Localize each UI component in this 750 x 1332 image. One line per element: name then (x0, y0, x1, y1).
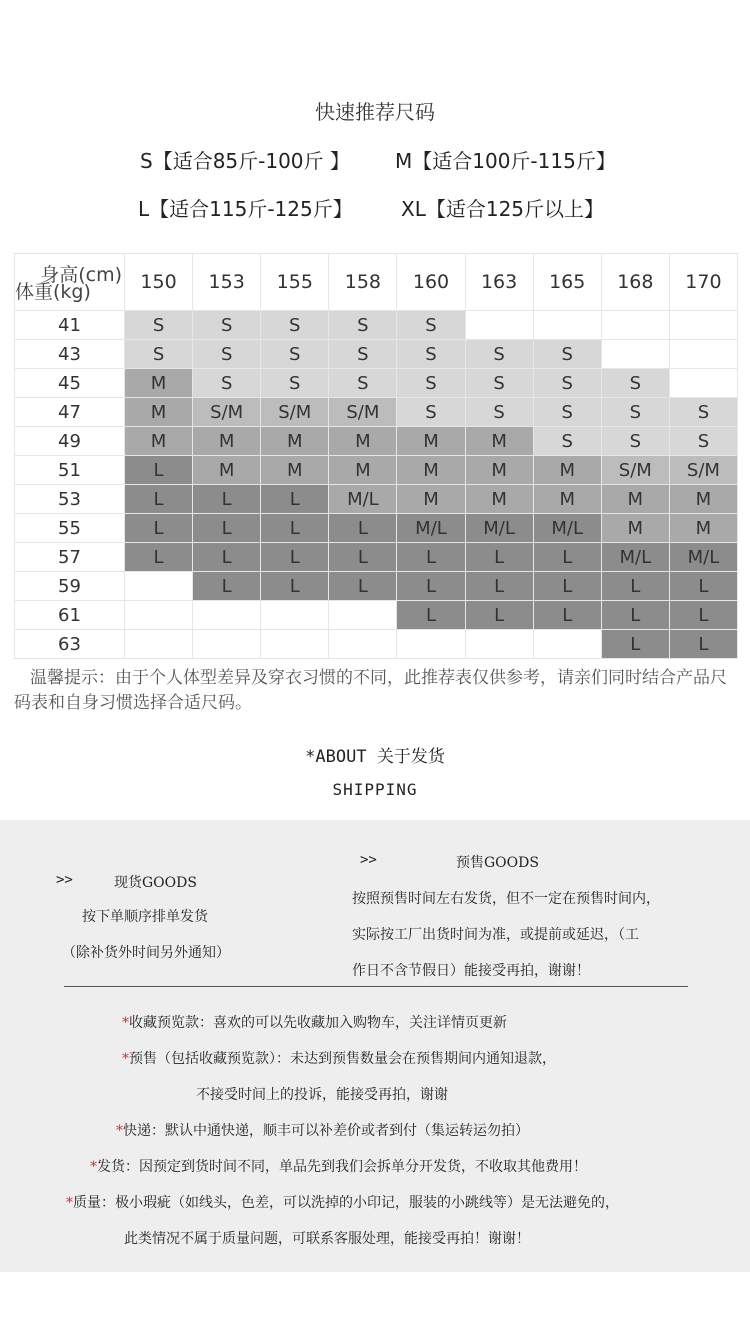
size-cell (261, 601, 329, 630)
recommend-size-s: S【适合85斤-100斤 】 (140, 149, 350, 173)
size-cell: S (397, 340, 465, 369)
size-cell: L (601, 601, 669, 630)
weight-cell: 45 (15, 369, 125, 398)
size-cell: M (397, 427, 465, 456)
size-cell: M/L (329, 485, 397, 514)
table-row (15, 311, 738, 340)
height-header-cell: 160 (397, 254, 465, 311)
size-cell: L (601, 572, 669, 601)
size-cell: L (669, 630, 737, 659)
size-cell: L (533, 543, 601, 572)
weight-cell: 55 (15, 514, 125, 543)
height-header-cell: 155 (261, 254, 329, 311)
size-cell: M (193, 456, 261, 485)
table-row (15, 485, 738, 514)
size-cell: L (669, 572, 737, 601)
table-row (15, 427, 738, 456)
size-cell: S (125, 311, 193, 340)
size-cell: M/L (669, 543, 737, 572)
height-header-cell: 170 (669, 254, 737, 311)
size-cell: L (193, 543, 261, 572)
size-cell: M (329, 427, 397, 456)
table-row (15, 398, 738, 427)
weight-cell: 43 (15, 340, 125, 369)
table-row (15, 630, 738, 659)
size-cell: L (125, 456, 193, 485)
size-tip-note: 温馨提示：由于个人体型差异及穿衣习惯的不同，此推荐表仅供参考，请亲们同时结合产品尺码表和自身习惯选择合适尺码。 (14, 668, 727, 713)
recommend-size-l: L【适合115斤-125斤】 (138, 197, 353, 221)
presale-title: 预售GOODS (456, 855, 539, 871)
size-cell: M (669, 514, 737, 543)
table-row (15, 572, 738, 601)
weight-cell: 63 (15, 630, 125, 659)
height-header-cell: 163 (465, 254, 533, 311)
size-cell (125, 630, 193, 659)
size-cell: S (669, 427, 737, 456)
presale-line-3: 作日不含节假日）能接受再拍，谢谢！ (352, 963, 590, 979)
stock-title: 现货GOODS (114, 875, 197, 891)
policy-collect (122, 1012, 507, 1032)
size-cell: S (261, 311, 329, 340)
star-mark: * (122, 1051, 129, 1067)
size-cell: S (669, 398, 737, 427)
size-cell: M (261, 427, 329, 456)
page-footer (0, 1272, 750, 1332)
star-mark: * (122, 1015, 129, 1031)
size-cell: L (261, 543, 329, 572)
size-cell: L (193, 514, 261, 543)
stock-arrow-icon: >> (56, 872, 73, 888)
size-cell: L (465, 601, 533, 630)
weight-cell: 57 (15, 543, 125, 572)
size-cell: M/L (533, 514, 601, 543)
size-cell: M/L (601, 543, 669, 572)
size-cell: M (397, 485, 465, 514)
weight-cell: 53 (15, 485, 125, 514)
size-cell: M (601, 485, 669, 514)
presale-line-1: 按照预售时间左右发货，但不一定在预售时间内， (352, 891, 660, 907)
size-cell (261, 630, 329, 659)
table-row (15, 456, 738, 485)
size-cell: S (193, 369, 261, 398)
panel-divider (64, 986, 688, 987)
policy-collect-text: 收藏预览款：喜欢的可以先收藏加入购物车，关注详情页更新 (129, 1015, 507, 1031)
size-cell: L (397, 543, 465, 572)
size-cell: L (465, 572, 533, 601)
policy-presale-cont: 不接受时间上的投诉，能接受再拍，谢谢 (196, 1087, 448, 1103)
size-cell: S (533, 340, 601, 369)
size-cell (669, 340, 737, 369)
recommend-size-xl: XL【适合125斤以上】 (401, 197, 605, 221)
weight-cell: 41 (15, 311, 125, 340)
size-cell: M (465, 485, 533, 514)
policy-presale (122, 1048, 556, 1068)
size-cell (465, 630, 533, 659)
size-cell: S (329, 340, 397, 369)
size-cell: M (125, 427, 193, 456)
height-header-cell: 153 (193, 254, 261, 311)
size-cell: S/M (669, 456, 737, 485)
size-cell: L (601, 630, 669, 659)
size-cell: L (329, 543, 397, 572)
size-cell: L (193, 485, 261, 514)
size-cell: M (329, 456, 397, 485)
size-cell: M (669, 485, 737, 514)
size-cell: L (261, 572, 329, 601)
size-cell (669, 369, 737, 398)
size-cell (329, 630, 397, 659)
size-cell: L (261, 514, 329, 543)
size-cell: S/M (261, 398, 329, 427)
size-cell: M/L (397, 514, 465, 543)
size-cell: M (261, 456, 329, 485)
policy-shipping-text: 发货：因预定到货时间不同，单品先到我们会拆单分开发货，不收取其他费用！ (97, 1159, 587, 1175)
size-cell: S (397, 369, 465, 398)
size-cell: L (533, 572, 601, 601)
size-cell: S/M (329, 398, 397, 427)
presale-line-2: 实际按工厂出货时间为准，或提前或延迟，（工 (352, 927, 639, 943)
table-row (15, 543, 738, 572)
size-cell: M (193, 427, 261, 456)
recommend-size-m: M【适合100斤-115斤】 (395, 149, 616, 173)
table-row (15, 601, 738, 630)
size-cell: S (125, 340, 193, 369)
size-cell: S (601, 398, 669, 427)
weight-cell: 49 (15, 427, 125, 456)
size-cell: S (397, 311, 465, 340)
size-cell: L (397, 601, 465, 630)
size-recommendation-table (14, 253, 738, 659)
size-cell: M/L (465, 514, 533, 543)
size-cell: L (193, 572, 261, 601)
policy-express-text: 快递：默认中通快递，顺丰可以补差价或者到付（集运转运勿拍） (123, 1123, 529, 1139)
size-cell (193, 630, 261, 659)
size-cell: S (261, 369, 329, 398)
table-header-row (15, 254, 738, 311)
size-cell: S (465, 340, 533, 369)
size-cell (601, 311, 669, 340)
size-cell: L (329, 514, 397, 543)
size-cell: S/M (601, 456, 669, 485)
star-mark: * (116, 1123, 123, 1139)
weight-cell: 59 (15, 572, 125, 601)
stock-line-1: 按下单顺序排单发货 (82, 909, 208, 925)
size-cell: M (125, 369, 193, 398)
size-cell: M (601, 514, 669, 543)
size-cell: S/M (193, 398, 261, 427)
size-cell: L (533, 601, 601, 630)
size-cell (193, 601, 261, 630)
height-axis-label: 身高(cm) (40, 264, 122, 286)
size-cell: S (465, 369, 533, 398)
size-cell (329, 601, 397, 630)
size-cell: M (465, 427, 533, 456)
size-cell (397, 630, 465, 659)
about-shipping-heading: *ABOUT 关于发货 (305, 747, 445, 767)
height-header-cell: 168 (601, 254, 669, 311)
policy-quality (66, 1192, 619, 1212)
size-guide-title: 快速推荐尺码 (315, 100, 435, 124)
size-cell (533, 311, 601, 340)
size-cell (533, 630, 601, 659)
size-cell: L (669, 601, 737, 630)
size-cell: S (601, 369, 669, 398)
size-cell: M (533, 456, 601, 485)
size-cell: M (125, 398, 193, 427)
star-mark: * (66, 1195, 73, 1211)
size-cell: L (125, 485, 193, 514)
size-cell: L (125, 514, 193, 543)
size-cell (601, 340, 669, 369)
table-corner-cell (15, 254, 125, 311)
policy-shipping (90, 1156, 587, 1176)
size-cell: M (465, 456, 533, 485)
size-cell: S (533, 427, 601, 456)
size-cell: S (533, 398, 601, 427)
size-cell: L (261, 485, 329, 514)
size-cell: S (329, 369, 397, 398)
policy-express (116, 1120, 529, 1140)
star-mark: * (90, 1159, 97, 1175)
size-cell (669, 311, 737, 340)
size-cell (125, 601, 193, 630)
weight-cell: 51 (15, 456, 125, 485)
size-cell: S (397, 398, 465, 427)
size-cell: L (397, 572, 465, 601)
size-cell: S (465, 398, 533, 427)
shipping-info-panel (0, 820, 750, 1272)
weight-cell: 61 (15, 601, 125, 630)
size-cell: L (329, 572, 397, 601)
table-row (15, 369, 738, 398)
policy-quality-cont: 此类情况不属于质量问题，可联系客服处理，能接受再拍！谢谢！ (124, 1231, 530, 1247)
size-cell: M (533, 485, 601, 514)
weight-cell: 47 (15, 398, 125, 427)
height-header-cell: 158 (329, 254, 397, 311)
size-cell: L (125, 543, 193, 572)
size-cell: L (465, 543, 533, 572)
table-row (15, 514, 738, 543)
size-cell (465, 311, 533, 340)
size-cell (125, 572, 193, 601)
weight-axis-label: 体重(kg) (15, 281, 91, 303)
height-header-cell: 150 (125, 254, 193, 311)
size-cell: S (533, 369, 601, 398)
size-cell: S (193, 340, 261, 369)
table-row (15, 340, 738, 369)
size-cell: S (329, 311, 397, 340)
shipping-subheading: SHIPPING (332, 780, 418, 799)
presale-arrow-icon: >> (360, 852, 377, 868)
policy-presale-text: 预售（包括收藏预览款）：未达到预售数量会在预售期间内通知退款， (129, 1051, 556, 1067)
stock-line-2: （除补货外时间另外通知） (62, 945, 230, 961)
size-cell: S (193, 311, 261, 340)
size-cell: S (601, 427, 669, 456)
size-cell: S (261, 340, 329, 369)
height-header-cell: 165 (533, 254, 601, 311)
size-cell: M (397, 456, 465, 485)
policy-quality-text: 质量：极小瑕疵（如线头，色差，可以洗掉的小印记，服装的小跳线等）是无法避免的， (73, 1195, 619, 1211)
